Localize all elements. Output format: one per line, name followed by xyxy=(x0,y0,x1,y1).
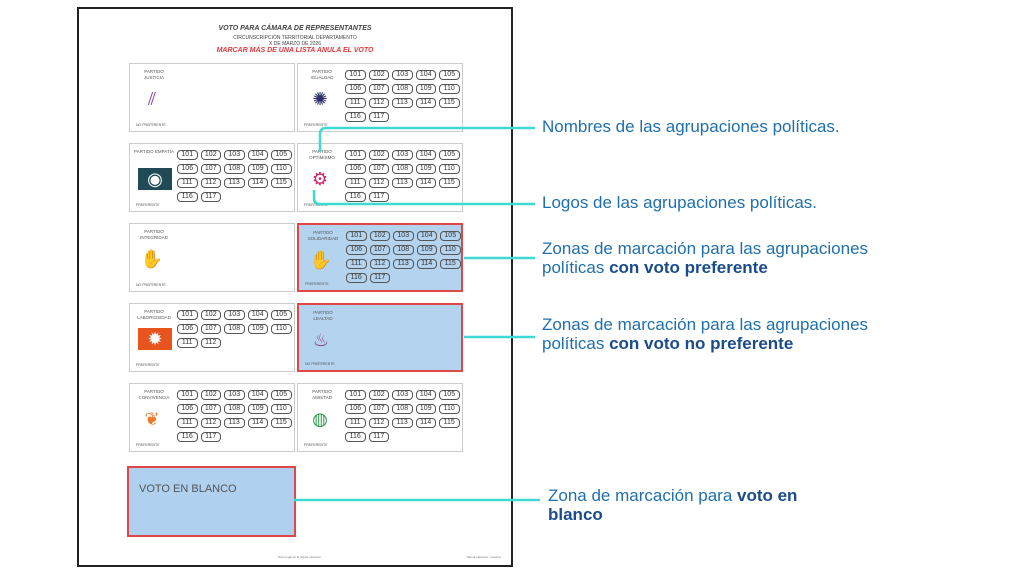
vote-type-label: PREFERENTE xyxy=(304,123,328,127)
candidate-box[interactable]: 116 xyxy=(346,273,367,283)
party-logo-icon: ✹ xyxy=(138,328,172,350)
ballot-title: VOTO PARA CÁMARA DE REPRESENTANTES xyxy=(218,25,372,32)
vote-type-label: PREFERENTE xyxy=(136,443,160,447)
party-logo-icon: ⚙ xyxy=(311,168,329,189)
candidate-box[interactable]: 105 xyxy=(271,310,292,320)
candidate-box[interactable]: 115 xyxy=(271,418,292,428)
candidate-box[interactable]: 105 xyxy=(439,150,460,160)
candidate-box[interactable]: 101 xyxy=(177,390,198,400)
party-logo-icon: ◉ xyxy=(138,168,172,190)
candidate-box[interactable]: 109 xyxy=(248,324,269,334)
candidate-box[interactable]: 111 xyxy=(177,178,198,188)
annotation-no-preferente: Zonas de marcación para las agrupaciones políticas con voto no preferente xyxy=(542,315,869,353)
candidate-box[interactable]: 107 xyxy=(201,324,222,334)
party-name: PARTIDO IGUALDAD xyxy=(310,69,334,80)
candidate-box[interactable]: 114 xyxy=(416,418,437,428)
footer-id-text: Tarjeta electoral - muestra xyxy=(466,555,501,559)
vote-type-label: PREFERENTE xyxy=(136,363,160,367)
candidate-box[interactable]: 101 xyxy=(345,70,366,80)
candidate-box[interactable]: 107 xyxy=(369,84,390,94)
candidate-box[interactable]: 104 xyxy=(248,390,269,400)
candidate-box[interactable]: 103 xyxy=(224,390,245,400)
party-name: PARTIDO LEALTAD xyxy=(313,310,333,321)
annotation-blank: Zona de marcación para voto en blanco xyxy=(548,486,798,524)
candidate-box[interactable]: 104 xyxy=(416,390,437,400)
candidate-box[interactable]: 112 xyxy=(369,98,390,108)
footer-legal-text: Texto legal de la tarjeta electoral xyxy=(277,555,321,559)
candidate-box[interactable]: 112 xyxy=(201,338,222,348)
party-logo-icon: ⫽ xyxy=(147,88,157,109)
candidate-box[interactable]: 109 xyxy=(416,84,437,94)
connector-logos xyxy=(314,190,535,204)
candidate-box[interactable]: 114 xyxy=(416,98,437,108)
party-name: PARTIDO SOLIDARIDAD xyxy=(307,230,339,241)
candidate-box[interactable]: 103 xyxy=(392,390,413,400)
candidate-box[interactable]: 104 xyxy=(417,231,438,241)
candidate-box[interactable]: 110 xyxy=(440,245,461,255)
candidate-box[interactable]: 107 xyxy=(369,404,390,414)
party-logo-icon: ✺ xyxy=(312,88,328,109)
candidate-box[interactable]: 105 xyxy=(439,390,460,400)
candidate-box[interactable]: 103 xyxy=(392,70,413,80)
vote-type-label: PREFERENTE xyxy=(305,282,329,286)
candidate-box[interactable]: 111 xyxy=(345,98,366,108)
candidate-box[interactable]: 102 xyxy=(369,390,390,400)
candidate-box[interactable]: 110 xyxy=(439,404,460,414)
candidate-box[interactable]: 106 xyxy=(177,324,198,334)
candidate-box[interactable]: 104 xyxy=(248,310,269,320)
candidate-box[interactable]: 101 xyxy=(346,231,367,241)
candidate-box[interactable]: 114 xyxy=(417,259,438,269)
candidate-box[interactable]: 113 xyxy=(224,178,245,188)
party-name: PARTIDO AMISTAD xyxy=(312,389,332,400)
candidate-box[interactable]: 102 xyxy=(201,310,222,320)
candidate-box[interactable]: 117 xyxy=(369,192,390,202)
candidate-box[interactable]: 105 xyxy=(271,150,292,160)
candidate-box[interactable]: 104 xyxy=(248,150,269,160)
candidate-box[interactable]: 114 xyxy=(248,418,269,428)
candidate-box[interactable]: 103 xyxy=(224,310,245,320)
candidate-box[interactable]: 113 xyxy=(224,418,245,428)
candidate-box[interactable]: 104 xyxy=(416,150,437,160)
party-logo-icon: ◍ xyxy=(312,408,328,429)
annotation-logos: Logos de las agrupaciones políticas. xyxy=(542,193,818,212)
candidate-box[interactable]: 113 xyxy=(392,98,413,108)
party-logo-icon: ♨ xyxy=(312,329,330,350)
candidate-box[interactable]: 108 xyxy=(224,324,245,334)
candidate-box[interactable]: 113 xyxy=(393,259,414,269)
candidate-box[interactable]: 115 xyxy=(440,259,461,269)
candidate-box[interactable]: 112 xyxy=(369,178,390,188)
candidate-box[interactable]: 106 xyxy=(177,164,198,174)
candidate-box[interactable]: 111 xyxy=(345,178,366,188)
candidate-box[interactable]: 109 xyxy=(416,404,437,414)
candidate-box[interactable]: 107 xyxy=(201,164,222,174)
candidate-box[interactable]: 115 xyxy=(439,418,460,428)
candidate-box[interactable]: 101 xyxy=(177,310,198,320)
candidate-box[interactable]: 117 xyxy=(370,273,391,283)
candidate-box[interactable]: 105 xyxy=(439,70,460,80)
party-logo-icon: ✋ xyxy=(309,249,333,270)
candidate-box[interactable]: 116 xyxy=(177,432,198,442)
candidate-box[interactable]: 111 xyxy=(345,418,366,428)
candidate-box[interactable]: 106 xyxy=(345,404,366,414)
candidate-box[interactable]: 103 xyxy=(224,150,245,160)
candidate-box[interactable]: 112 xyxy=(369,418,390,428)
candidate-box[interactable]: 104 xyxy=(416,70,437,80)
candidate-box[interactable]: 110 xyxy=(271,324,292,334)
party-name: PARTIDO JUSTICIA xyxy=(143,69,164,80)
candidate-box[interactable]: 101 xyxy=(177,150,198,160)
candidate-box[interactable]: 112 xyxy=(201,418,222,428)
candidate-box[interactable]: 108 xyxy=(392,164,413,174)
candidate-box[interactable]: 117 xyxy=(369,112,390,122)
candidate-box[interactable]: 103 xyxy=(393,231,414,241)
candidate-box[interactable]: 111 xyxy=(346,259,367,269)
candidate-box[interactable]: 106 xyxy=(177,404,198,414)
candidate-box[interactable]: 112 xyxy=(370,259,391,269)
candidate-box[interactable]: 109 xyxy=(417,245,438,255)
candidate-box[interactable]: 112 xyxy=(201,178,222,188)
party-logo-icon: ✋ xyxy=(140,248,164,269)
candidate-box[interactable]: 108 xyxy=(224,164,245,174)
vote-type-label: PREFERENTE xyxy=(304,203,328,207)
party-name: PARTIDO INTEGRIDAD xyxy=(140,229,168,240)
candidate-box[interactable]: 116 xyxy=(345,432,366,442)
vote-type-label: NO PREFERENTE xyxy=(305,362,335,366)
party-name: PARTIDO LABORIOSIDAD xyxy=(137,309,171,320)
candidate-box[interactable]: 110 xyxy=(439,164,460,174)
ballot-subtitle: CIRCUNSCRIPCIÓN TERRITORIAL DEPARTAMENTO xyxy=(233,35,357,41)
candidate-box[interactable]: 109 xyxy=(248,404,269,414)
candidate-box[interactable]: 108 xyxy=(392,404,413,414)
candidate-box[interactable]: 101 xyxy=(345,390,366,400)
candidate-box[interactable]: 115 xyxy=(439,178,460,188)
candidate-box[interactable]: 102 xyxy=(201,150,222,160)
candidate-box[interactable]: 108 xyxy=(224,404,245,414)
candidate-box[interactable]: 105 xyxy=(271,390,292,400)
vote-type-label: PREFERENTE xyxy=(304,443,328,447)
candidate-box[interactable]: 116 xyxy=(177,192,198,202)
blank-vote-zone[interactable]: VOTO EN BLANCO xyxy=(127,466,296,537)
candidate-box[interactable]: 105 xyxy=(440,231,461,241)
candidate-box[interactable]: 117 xyxy=(201,432,222,442)
candidate-box[interactable]: 110 xyxy=(271,404,292,414)
candidate-box[interactable]: 102 xyxy=(201,390,222,400)
ballot-warning: MARCAR MÁS DE UNA LISTA ANULA EL VOTO xyxy=(216,47,374,54)
candidate-box[interactable]: 113 xyxy=(392,418,413,428)
candidate-box[interactable]: 110 xyxy=(271,164,292,174)
candidate-box[interactable]: 113 xyxy=(392,178,413,188)
vote-type-label: NO PREFERENTE xyxy=(136,123,166,127)
candidate-box[interactable]: 101 xyxy=(345,150,366,160)
candidate-box[interactable]: 107 xyxy=(369,164,390,174)
candidate-box[interactable]: 115 xyxy=(439,98,460,108)
candidate-box[interactable]: 102 xyxy=(370,231,391,241)
party-logo-icon: ❦ xyxy=(144,408,160,429)
candidate-box[interactable]: 111 xyxy=(177,338,198,348)
candidate-box[interactable]: 109 xyxy=(416,164,437,174)
party-name: PARTIDO OPTIMISMO xyxy=(309,149,335,160)
vote-type-label: PREFERENTE xyxy=(136,203,160,207)
candidate-box[interactable]: 102 xyxy=(369,150,390,160)
candidate-box[interactable]: 111 xyxy=(177,418,198,428)
candidate-box[interactable]: 117 xyxy=(369,432,390,442)
party-name: PARTIDO EMPATÍA xyxy=(134,149,174,154)
candidate-box[interactable]: 114 xyxy=(248,178,269,188)
candidate-box[interactable]: 102 xyxy=(369,70,390,80)
candidate-box[interactable]: 103 xyxy=(392,150,413,160)
ballot-date: X DE MARZO DE 2026 xyxy=(269,41,321,47)
candidate-box[interactable]: 116 xyxy=(345,112,366,122)
vote-type-label: NO PREFERENTE xyxy=(136,283,166,287)
connector-names xyxy=(320,128,535,152)
annotation-names: Nombres de las agrupaciones políticas. xyxy=(542,117,840,136)
candidate-box[interactable]: 108 xyxy=(393,245,414,255)
candidate-box[interactable]: 114 xyxy=(416,178,437,188)
candidate-box[interactable]: 108 xyxy=(392,84,413,94)
candidate-box[interactable]: 110 xyxy=(439,84,460,94)
candidate-box[interactable]: 115 xyxy=(271,178,292,188)
party-name: PARTIDO CONVIVENCIA xyxy=(138,389,170,400)
annotation-preferente: Zonas de marcación para las agrupaciones políticas con voto preferente xyxy=(542,239,869,277)
candidate-box[interactable]: 116 xyxy=(345,192,366,202)
candidate-box[interactable]: 106 xyxy=(345,84,366,94)
candidate-box[interactable]: 109 xyxy=(248,164,269,174)
candidate-box[interactable]: 106 xyxy=(346,245,367,255)
candidate-box[interactable]: 106 xyxy=(345,164,366,174)
candidate-box[interactable]: 117 xyxy=(201,192,222,202)
candidate-box[interactable]: 107 xyxy=(201,404,222,414)
candidate-box[interactable]: 107 xyxy=(370,245,391,255)
